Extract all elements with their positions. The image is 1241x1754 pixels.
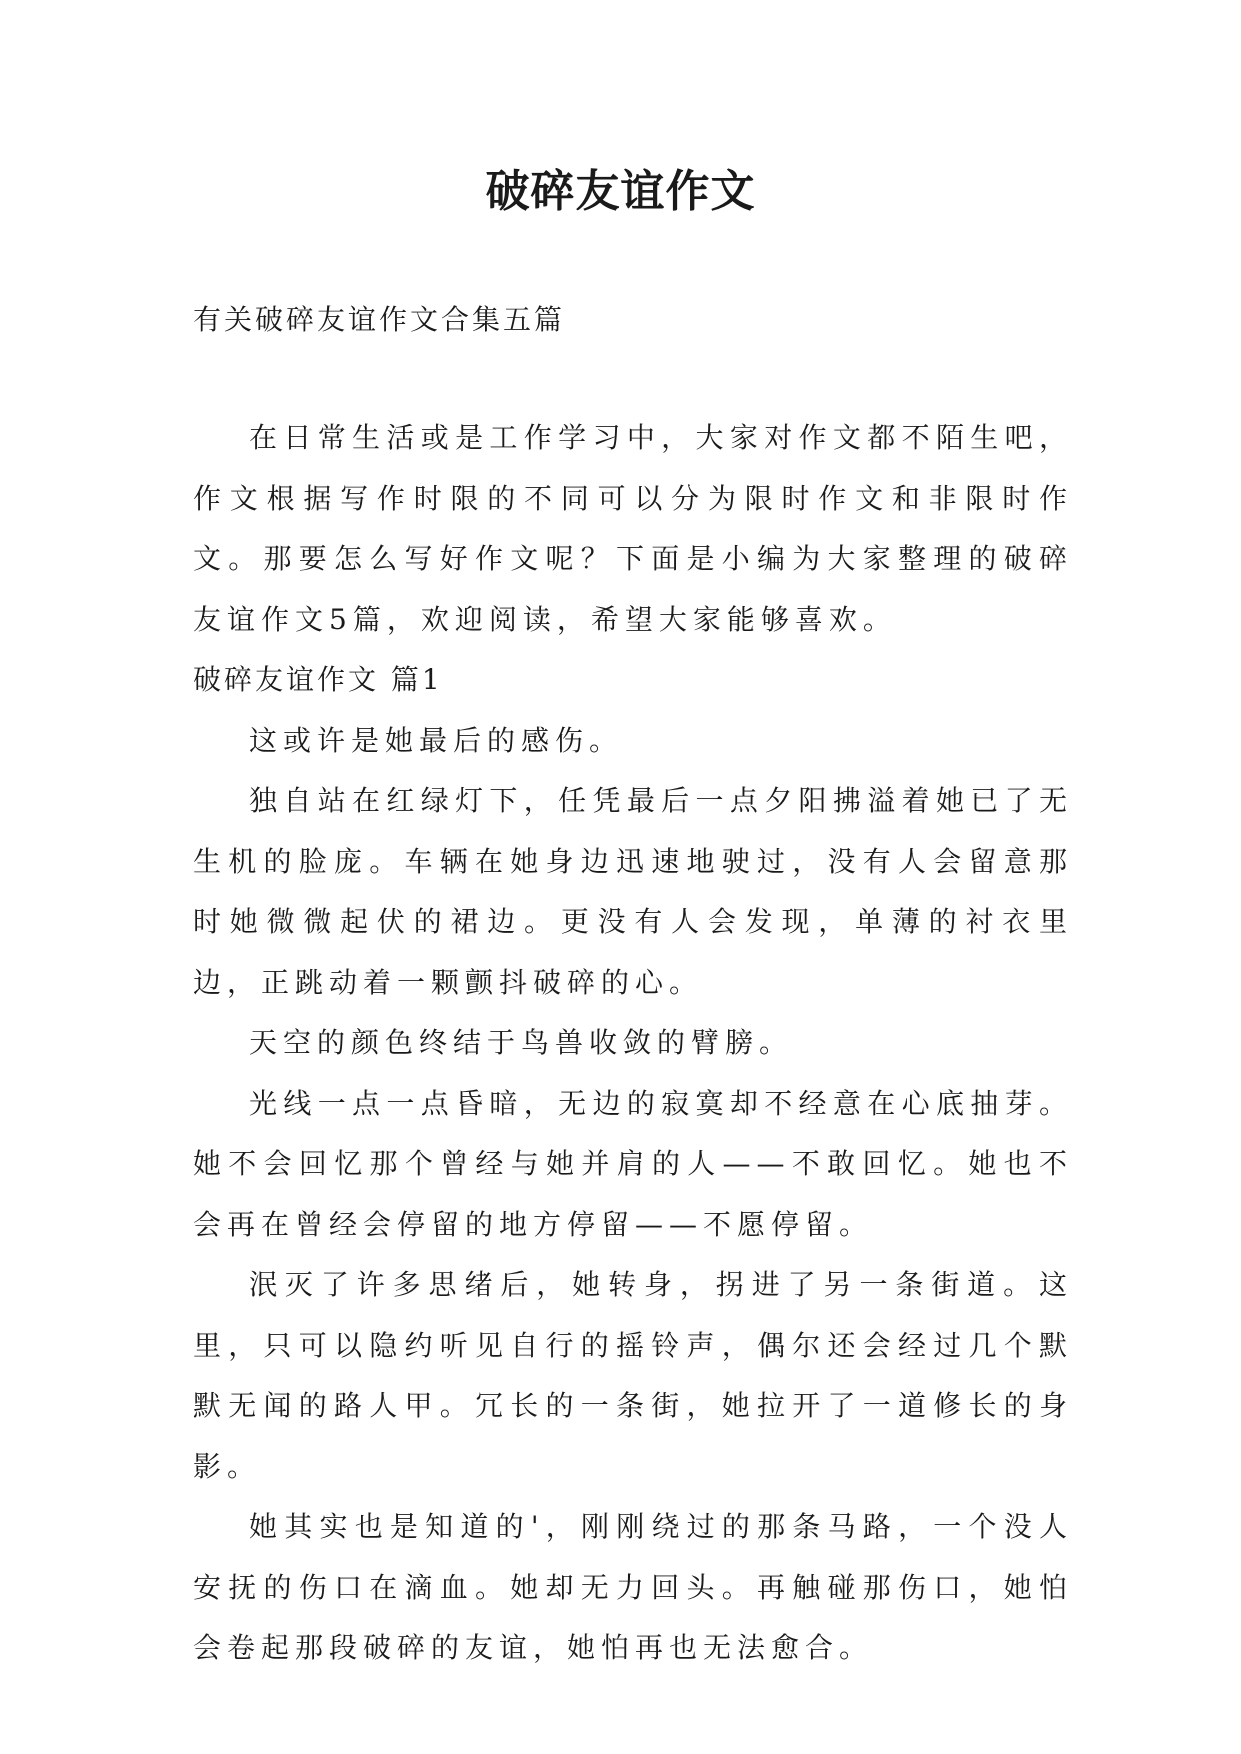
section-heading: 破碎友谊作文 篇1 bbox=[193, 663, 443, 696]
body-paragraph: 独自站在红绿灯下，任凭最后一点夕阳拂溢着她已了无生机的脸庞。车辆在她身边迅速地驶过，没有人会留意那时她微微起伏的裙边。更没有人会发现，单薄的衬衣里边，正跳动着一颗颤抖破碎的心。 bbox=[193, 784, 1073, 999]
body-paragraph: 泯灭了许多思绪后，她转身，拐进了另一条街道。这里，只可以隐约听见自行的摇铃声，偶尔还会经过几个默默无闻的路人甲。冗长的一条街，她拉开了一道修长的身影。 bbox=[193, 1268, 1073, 1483]
body-paragraph: 这或许是她最后的感伤。 bbox=[249, 723, 624, 757]
intro-paragraph: 在日常生活或是工作学习中，大家对作文都不陌生吧，作文根据写作时限的不同可以分为限时作文和非限时作文。那要怎么写好作文呢？下面是小编为大家整理的破碎友谊作文5篇，欢迎阅读，希望大家能够喜欢。 bbox=[193, 421, 1073, 636]
document-title: 破碎友谊作文 bbox=[485, 166, 756, 217]
document-body bbox=[193, 408, 1073, 1679]
body-paragraph: 天空的颜色终结于鸟兽收敛的臂膀。 bbox=[249, 1026, 794, 1059]
body-paragraph: 她其实也是知道的'，刚刚绕过的那条马路，一个没人安抚的伤口在滴血。她却无力回头。再触碰那伤口，她怕会卷起那段破碎的友谊，她怕再也无法愈合。 bbox=[193, 1510, 1073, 1664]
body-paragraph: 光线一点一点昏暗，无边的寂寞却不经意在心底抽芽。她不会回忆那个曾经与她并肩的人——不敢回忆。她也不会再在曾经会停留的地方停留——不愿停留。 bbox=[193, 1086, 1073, 1241]
document-subtitle: 有关破碎友谊作文合集五篇 bbox=[193, 303, 566, 336]
